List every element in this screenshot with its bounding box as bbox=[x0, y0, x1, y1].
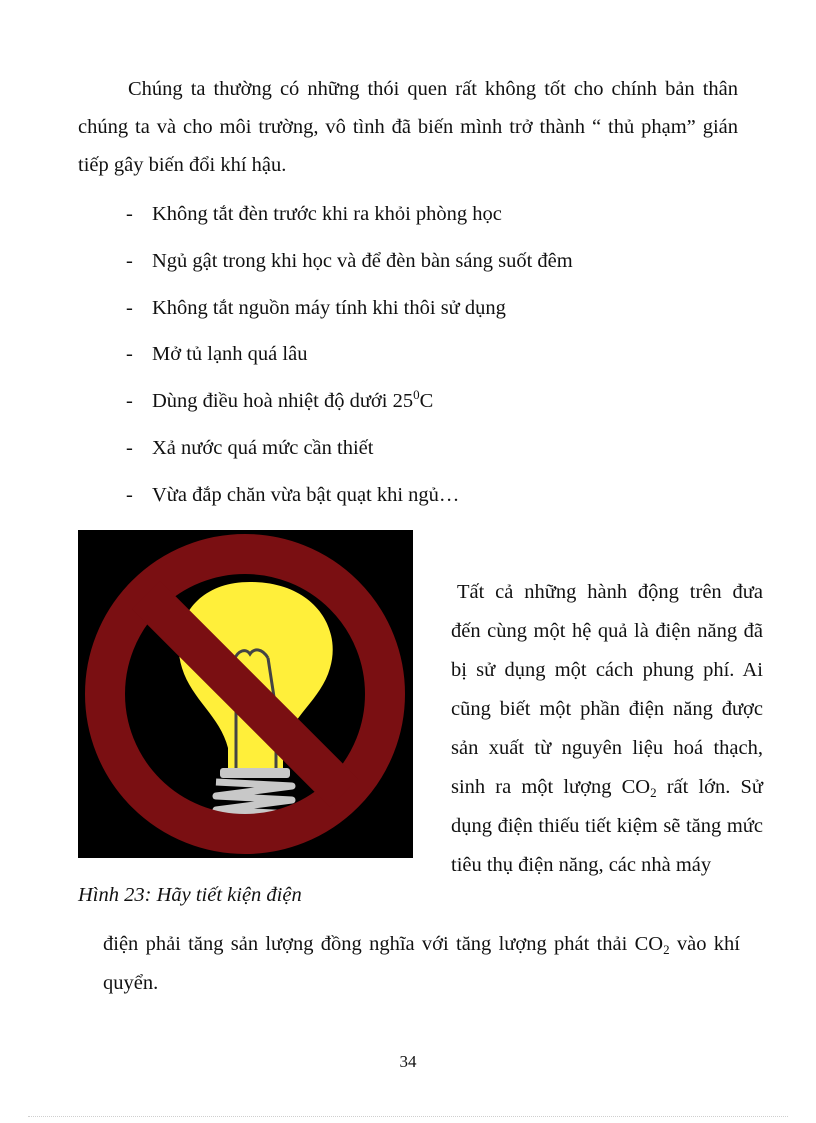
co2-subscript: 2 bbox=[650, 785, 657, 800]
list-item bbox=[126, 195, 573, 242]
list-item-text: Mở tủ lạnh quá lâu bbox=[152, 343, 308, 366]
tail-paragraph-text-a: điện phải tăng sản lượng đồng nghĩa với tăng lượng phát thải CO bbox=[103, 933, 664, 955]
bullet-dash: - bbox=[126, 436, 133, 459]
no-lightbulb-figure bbox=[78, 530, 413, 858]
list-item bbox=[126, 289, 573, 336]
bullet-dash: - bbox=[126, 343, 133, 366]
list-item-text: Không tắt nguồn máy tính khi thôi sử dụng bbox=[152, 296, 506, 319]
figure-caption: Hình 23: Hãy tiết kiện điện bbox=[78, 884, 302, 906]
no-lightbulb-icon bbox=[78, 530, 413, 858]
list-item-text: Xả nước quá mức cần thiết bbox=[152, 436, 374, 459]
list-item-text: Vừa đắp chăn vừa bật quạt khi ngủ… bbox=[152, 483, 460, 506]
list-item bbox=[126, 476, 573, 523]
bullet-dash: - bbox=[126, 483, 133, 506]
bullet-dash: - bbox=[126, 203, 133, 225]
list-item bbox=[126, 429, 573, 476]
list-item bbox=[126, 335, 573, 382]
celsius-unit: C bbox=[419, 390, 434, 413]
list-item-text: Không tắt đèn trước khi ra khỏi phòng học bbox=[152, 203, 502, 225]
page-number: 34 bbox=[399, 1052, 417, 1071]
list-item bbox=[126, 242, 573, 289]
co2-subscript: 2 bbox=[663, 942, 670, 957]
list-item-text bbox=[152, 382, 433, 429]
list-item-text-main: Dùng điều hoà nhiệt độ dưới 25 bbox=[152, 390, 414, 413]
list-item-text: Ngủ gật trong khi học và để đèn bàn sáng suốt đêm bbox=[152, 249, 573, 272]
side-paragraph bbox=[451, 573, 763, 885]
intro-paragraph: Chúng ta thường có những thói quen rất không tốt cho chính bản thân chúng ta và cho môi trường, vô tình đã biến mình trở thành “ thủ phạm” gián tiếp gây biến đổi khí hậu. bbox=[78, 78, 738, 176]
degree-superscript: 0 bbox=[413, 387, 420, 403]
side-paragraph-text-a: Tất cả những hành động trên đưa đến cùng một hệ quả là điện năng đã bị sử dụng một cách phung phí. Ai cũng biết một phần điện năng được sản xuất từ nguyên liệu hoá thạch, sinh ra một lượng CO bbox=[451, 581, 763, 798]
list-item bbox=[126, 382, 573, 429]
bullet-dash: - bbox=[126, 390, 133, 413]
side-paragraph-text-b: rất lớn. Sử dụng điện thiếu tiết kiệm sẽ tăng mức tiêu thụ điện năng, các nhà máy bbox=[451, 776, 763, 876]
tail-paragraph-text-b: vào khí quyển. bbox=[103, 933, 740, 994]
tail-paragraph bbox=[103, 925, 740, 1003]
bullet-dash: - bbox=[126, 296, 133, 319]
page-bottom-rule bbox=[28, 1116, 788, 1117]
habit-list bbox=[126, 195, 573, 523]
bullet-dash: - bbox=[126, 249, 133, 272]
